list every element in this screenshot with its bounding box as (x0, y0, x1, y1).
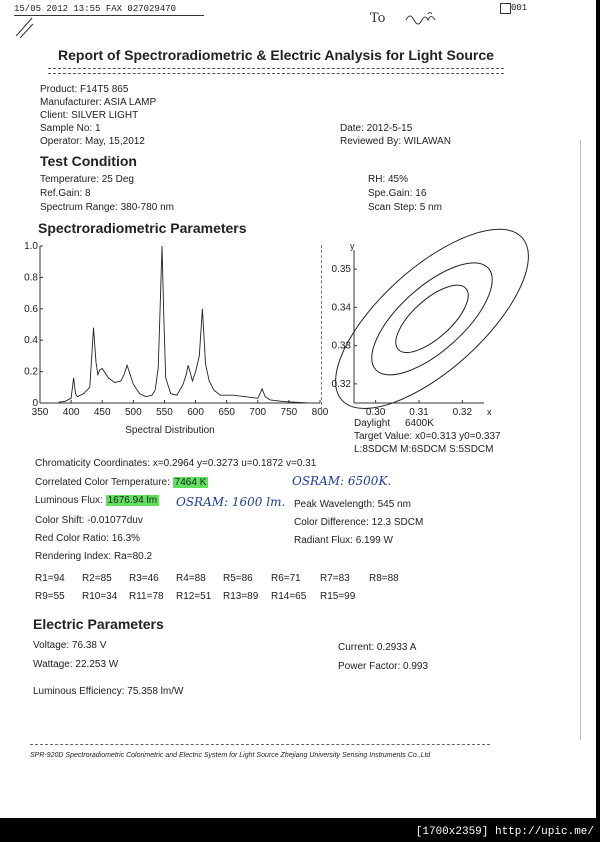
chromaticity-coordinates: Chromaticity Coordinates: x=0.2964 y=0.3273 u=0.1872 v=0.31 (35, 458, 317, 469)
report-title: Report of Spectroradiometric & Electric Analysis for Light Source (58, 47, 494, 63)
cct-value: 7464 K (174, 477, 207, 488)
peak-wavelength: Peak Wavelength: 545 nm (294, 499, 411, 510)
y-tick-label: 0.8 (24, 272, 38, 284)
spectrum-range: Spectrum Range: 380-780 nm (40, 202, 174, 213)
current: Current: 0.2933 A (338, 642, 417, 653)
x-axis-label: Spectral Distribution (125, 425, 215, 436)
x-tick-label: 400 (62, 407, 80, 418)
sample-no: Sample No: 1 (40, 123, 101, 134)
title-rule-1 (48, 68, 504, 69)
ref-gain: Ref.Gain: 8 (40, 188, 91, 199)
y-tick-label: 0.35 (331, 264, 351, 276)
chromaticity-chart (326, 238, 498, 428)
cct-row (35, 477, 208, 488)
fax-page-number: 001 (511, 3, 528, 13)
product: Product: F14T5 865 (40, 84, 129, 95)
date: Date: 2012-5-15 (340, 123, 413, 134)
electric-heading: Electric Parameters (33, 616, 164, 632)
temperature: Temperature: 25 Deg (40, 174, 134, 185)
r-value: R1=94 (35, 573, 65, 584)
r-value: R7=83 (320, 573, 350, 584)
color-difference: Color Difference: 12.3 SDCM (294, 517, 424, 528)
sdcm-legend: L:8SDCM M:6SDCM S:5SDCM (354, 444, 494, 455)
fax-page-icon (500, 3, 511, 14)
scan-step: Scan Step: 5 nm (368, 202, 442, 213)
r-value: R8=88 (369, 573, 399, 584)
spectrum-line (59, 246, 308, 403)
r-value: R13=89 (223, 591, 259, 602)
y-tick-label: 0.32 (331, 378, 351, 390)
client: Client: SILVER LIGHT (40, 110, 139, 121)
y-axis-label: y (350, 241, 355, 251)
r-value: R4=88 (176, 573, 206, 584)
r-value: R10=34 (82, 591, 118, 602)
flux-row (35, 495, 159, 506)
voltage: Voltage: 76.38 V (33, 640, 107, 651)
y-tick-label: 0.2 (24, 366, 38, 378)
color-shift: Color Shift: -0.01077duv (35, 515, 143, 526)
target-cct: 6400K (405, 418, 434, 429)
sdcm-ellipse (354, 244, 509, 393)
y-tick-label: 0.4 (24, 335, 38, 347)
handwritten-flux-note: OSRAM: 1600 lm. (176, 495, 286, 509)
sdcm-ellipse (385, 274, 478, 363)
r-value: R6=71 (271, 573, 301, 584)
rendering-index: Rendering Index: Ra=80.2 (35, 551, 153, 562)
luminous-efficiency: Luminous Efficiency: 75.358 lm/W (33, 686, 184, 697)
chart-separator (321, 245, 322, 410)
y-tick-label: 0.34 (331, 302, 351, 314)
r-value: R12=51 (176, 591, 212, 602)
y-tick-label: 0 (32, 398, 38, 409)
r-value: R3=46 (129, 573, 159, 584)
handwritten-cct-note: OSRAM: 6500K. (292, 474, 392, 488)
r-value: R11=78 (129, 591, 164, 602)
x-tick-label: 650 (218, 407, 236, 418)
spectral-distribution-chart (24, 238, 329, 438)
y-tick-label: 1.0 (24, 241, 38, 252)
x-tick-label: 0.32 (452, 407, 473, 418)
handwritten-addressee (404, 10, 438, 26)
fax-mark (14, 16, 34, 40)
x-tick-label: 450 (93, 407, 111, 418)
x-tick-label: 350 (31, 407, 49, 418)
red-color-ratio: Red Color Ratio: 16.3% (35, 533, 141, 544)
test-condition-heading: Test Condition (40, 153, 137, 169)
x-axis-label: x (487, 407, 492, 417)
manufacturer: Manufacturer: ASIA LAMP (40, 97, 157, 108)
scan-edge-line (580, 140, 581, 740)
footer-text: SPR-920D Spectroradiometric Colorimetric and Electric System for Light Source Zhejiang University Sensing Instruments Co.,Ltd (30, 752, 431, 759)
target-value: Target Value: x0=0.313 y0=0.337 (354, 431, 501, 442)
fax-header-rule (14, 15, 204, 16)
cct-label: Correlated Color Temperature: (35, 477, 170, 488)
x-tick-label: 600 (187, 407, 204, 418)
spectro-heading: Spectroradiometric Parameters (38, 220, 247, 236)
fax-to-label: To (370, 11, 386, 26)
x-tick-label: 750 (280, 407, 298, 418)
operator: Operator: May, 15,2012 (40, 136, 145, 147)
r-value: R5=86 (223, 573, 253, 584)
r-value: R2=85 (82, 573, 112, 584)
reviewed-by: Reviewed By: WILAWAN (340, 136, 451, 147)
radiant-flux: Radiant Flux: 6.199 W (294, 535, 393, 546)
image-credit: [1700x2359] http://upic.me/ (415, 826, 594, 838)
x-tick-label: 0.30 (365, 407, 386, 418)
flux-label: Luminous Flux: (35, 495, 103, 506)
y-tick-label: 0.33 (331, 340, 351, 352)
wattage: Wattage: 22.253 W (33, 659, 119, 670)
x-tick-label: 800 (311, 407, 329, 418)
daylight-label: Daylight (354, 418, 391, 429)
r-value: R15=99 (320, 591, 356, 602)
rh: RH: 45% (368, 174, 409, 185)
title-rule-2 (48, 73, 504, 74)
sdcm-ellipse (308, 200, 557, 438)
flux-value: 1676.94 lm (107, 495, 158, 506)
x-tick-label: 0.31 (409, 407, 429, 418)
x-tick-label: 550 (156, 407, 173, 418)
x-tick-label: 700 (249, 407, 267, 418)
power-factor: Power Factor: 0.993 (338, 661, 429, 672)
spe-gain: Spe.Gain: 16 (368, 188, 427, 199)
y-tick-label: 0.6 (24, 303, 38, 315)
r-value: R14=65 (271, 591, 307, 602)
x-tick-label: 500 (124, 407, 142, 418)
footer-rule (30, 744, 490, 745)
fax-header: 15/05 2012 13:55 FAX 027029470 (14, 4, 177, 14)
r-value: R9=55 (35, 591, 65, 602)
